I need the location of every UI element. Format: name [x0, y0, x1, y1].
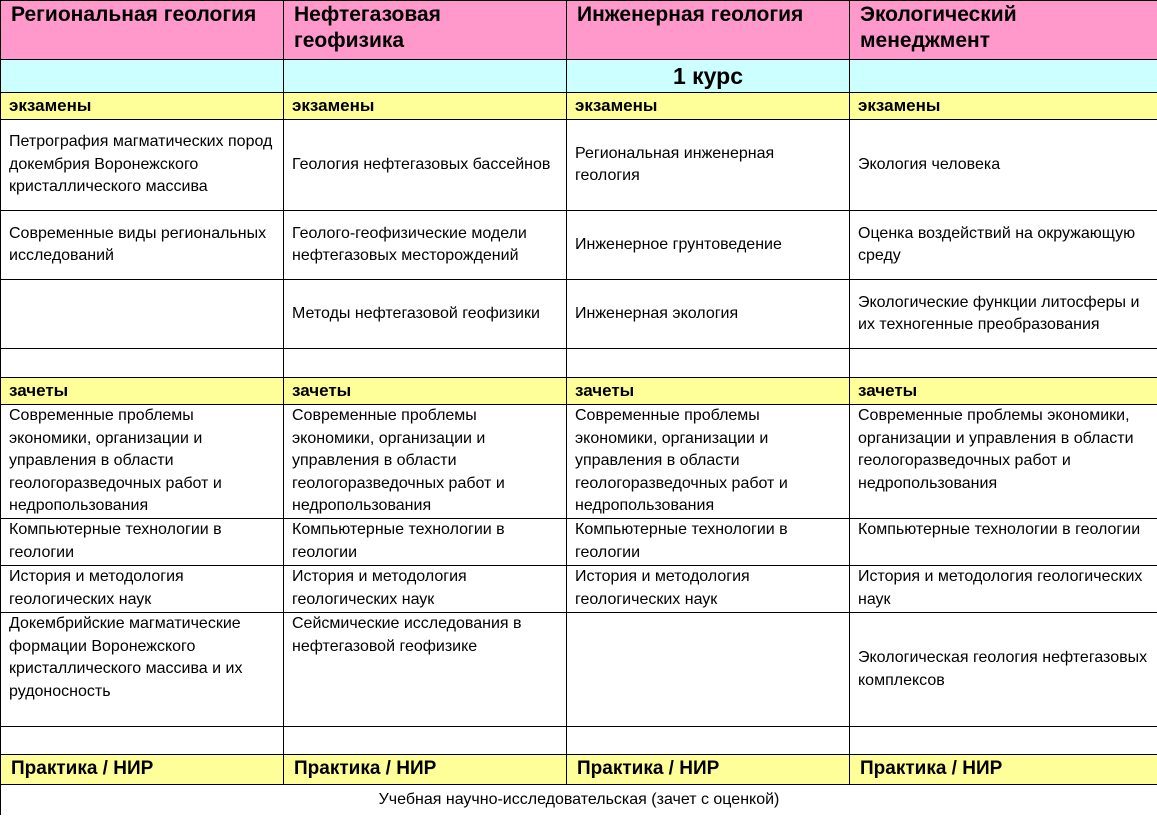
section-label: Практика / НИР [567, 755, 850, 785]
exam-cell: Оценка воздействий на окружающую среду [850, 211, 1157, 280]
exam-cell: Инженерное грунтоведение [567, 211, 850, 280]
section-label: зачеты [850, 378, 1157, 405]
credit-row [1, 519, 1157, 566]
exam-cell: Экологические функции литосферы и их техногенные преобразования [850, 280, 1157, 349]
credit-cell: Сейсмические исследования в нефтегазовой геофизике [284, 613, 567, 727]
credit-row [1, 405, 1157, 519]
exam-cell [1, 280, 284, 349]
credit-cell: Современные проблемы экономики, организации и управления в области геологоразведочных работ и недропользования [850, 405, 1157, 519]
course-row [1, 60, 1157, 93]
credit-cell: Компьютерные технологии в геологии [850, 519, 1157, 566]
empty-cell [567, 349, 850, 378]
credit-cell: Современные проблемы экономики, организации и управления в области геологоразведочных работ и недропользования [1, 405, 284, 519]
credit-cell: История и методология геологических наук [284, 566, 567, 613]
empty-cell [284, 727, 567, 755]
empty-cell [850, 349, 1157, 378]
credit-cell: История и методология геологических наук [567, 566, 850, 613]
empty-cell [850, 727, 1157, 755]
column-header: Инженерная геология [567, 1, 850, 60]
exam-cell: Геология нефтегазовых бассейнов [284, 120, 567, 211]
credit-cell: Компьютерные технологии в геологии [567, 519, 850, 566]
section-label: зачеты [567, 378, 850, 405]
section-label: Практика / НИР [1, 755, 284, 785]
exam-cell: Современные виды региональных исследований [1, 211, 284, 280]
exam-cell: Региональная инженерная геология [567, 120, 850, 211]
credit-row [1, 613, 1157, 727]
credit-cell: Компьютерные технологии в геологии [284, 519, 567, 566]
credit-cell: Экологическая геология нефтегазовых комплексов [850, 613, 1157, 727]
credit-cell: Современные проблемы экономики, организации и управления в области геологоразведочных работ и недропользования [284, 405, 567, 519]
section-label: экзамены [850, 93, 1157, 120]
section-label: экзамены [284, 93, 567, 120]
empty-cell [284, 349, 567, 378]
section-label: Практика / НИР [284, 755, 567, 785]
credit-cell: Докембрийские магматические формации Воронежского кристаллического массива и их рудоносность [1, 613, 284, 727]
exams-section-row [1, 93, 1157, 120]
column-header: Региональная геология [1, 1, 284, 60]
exam-cell: Методы нефтегазовой геофизики [284, 280, 567, 349]
section-label: Практика / НИР [850, 755, 1157, 785]
exam-cell: Инженерная экология [567, 280, 850, 349]
credit-cell: История и методология геологических наук [850, 566, 1157, 613]
empty-cell [284, 60, 567, 93]
section-label: экзамены [567, 93, 850, 120]
section-label: зачеты [1, 378, 284, 405]
exam-cell: Петрография магматических пород докембрия Воронежского кристаллического массива [1, 120, 284, 211]
exam-row [1, 280, 1157, 349]
credit-cell: Современные проблемы экономики, организации и управления в области геологоразведочных работ и недропользования [567, 405, 850, 519]
empty-cell [850, 60, 1157, 93]
header-row [1, 1, 1157, 60]
credit-row [1, 566, 1157, 613]
empty-cell [1, 60, 284, 93]
practice-note: Учебная научно-исследовательская (зачет с оценкой) [1, 785, 1157, 815]
empty-cell [567, 727, 850, 755]
section-label: экзамены [1, 93, 284, 120]
column-header: Экологический менеджмент [850, 1, 1157, 60]
credit-cell: История и методология геологических наук [1, 566, 284, 613]
practice-section-row [1, 755, 1157, 785]
credits-section-row [1, 378, 1157, 405]
column-header: Нефтегазовая геофизика [284, 1, 567, 60]
empty-cell [1, 349, 284, 378]
spacer-row [1, 349, 1157, 378]
spacer-row [1, 727, 1157, 755]
exam-cell: Экология человека [850, 120, 1157, 211]
empty-cell [1, 727, 284, 755]
exam-cell: Геолого-геофизические модели нефтегазовых месторождений [284, 211, 567, 280]
credit-cell [567, 613, 850, 727]
exam-row [1, 211, 1157, 280]
section-label: зачеты [284, 378, 567, 405]
exam-row [1, 120, 1157, 211]
credit-cell: Компьютерные технологии в геологии [1, 519, 284, 566]
practice-note-row [1, 785, 1157, 815]
course-label: 1 курс [567, 60, 850, 93]
